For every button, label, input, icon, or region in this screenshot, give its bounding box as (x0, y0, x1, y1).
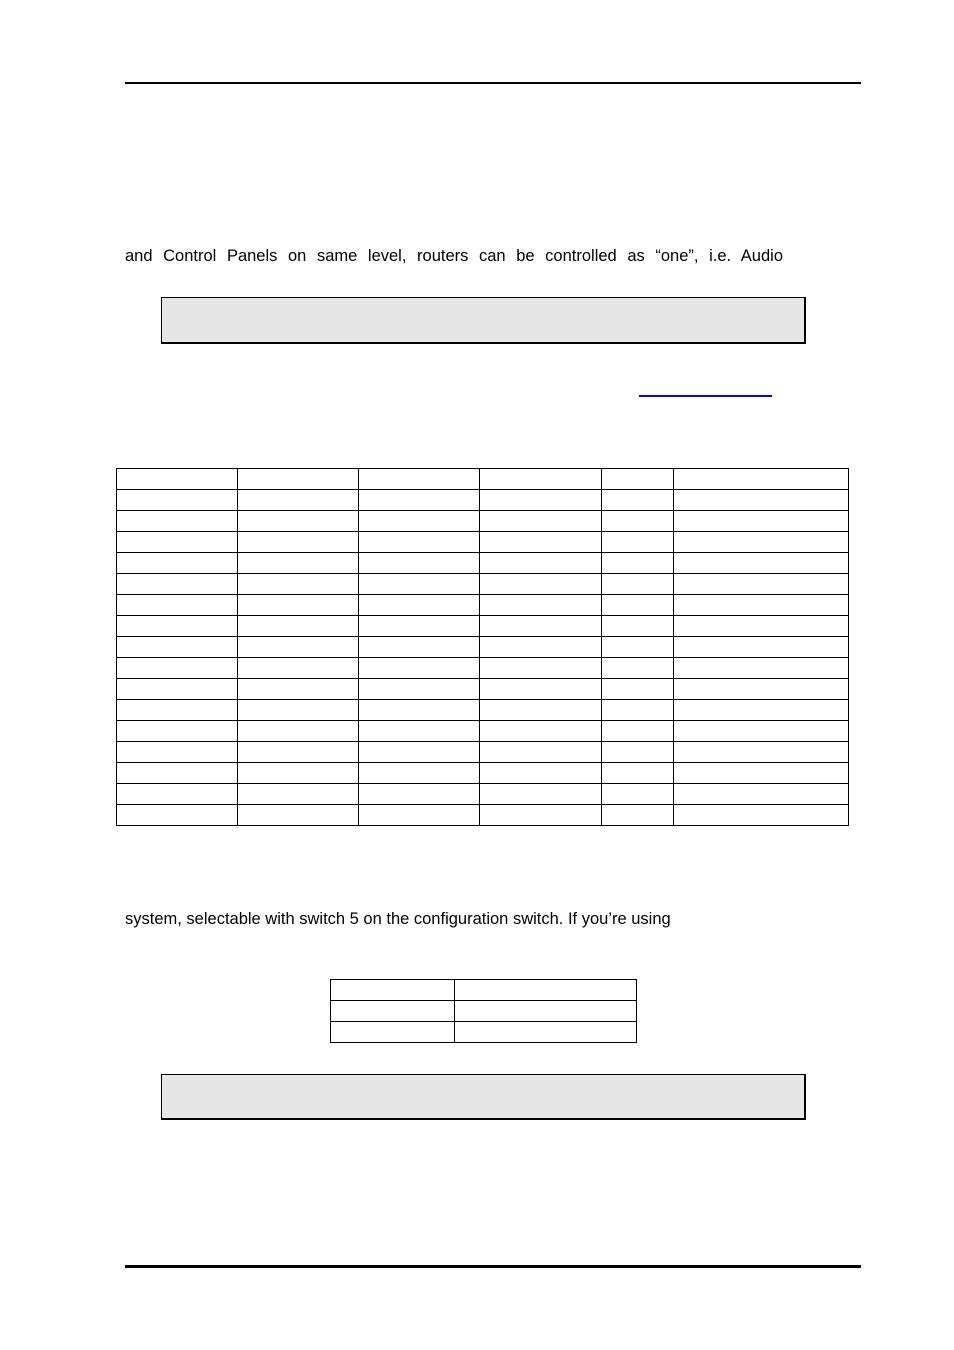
table-cell (674, 595, 849, 616)
switch-table-row (331, 1022, 637, 1043)
note-box-1 (161, 297, 806, 344)
table-cell (602, 490, 674, 511)
table-cell (117, 679, 238, 700)
table-cell (117, 805, 238, 826)
level-table (116, 468, 849, 826)
system-paragraph-line: system, selectable with switch 5 on the configuration switch. If you’re using (125, 910, 671, 928)
table-cell (117, 742, 238, 763)
table-cell (602, 658, 674, 679)
table-cell (117, 721, 238, 742)
table-cell (480, 742, 602, 763)
table-cell (359, 721, 480, 742)
table-cell (238, 658, 359, 679)
level-table-row (117, 490, 849, 511)
table-cell (359, 469, 480, 490)
table-cell (455, 1022, 637, 1043)
level-table-row (117, 616, 849, 637)
table-cell (238, 532, 359, 553)
level-table-row (117, 511, 849, 532)
header-rule (125, 82, 861, 84)
table-cell (602, 637, 674, 658)
table-cell (359, 679, 480, 700)
table-cell (331, 1001, 455, 1022)
level-table-row (117, 553, 849, 574)
level-table-row (117, 763, 849, 784)
table-cell (674, 721, 849, 742)
table-cell (359, 553, 480, 574)
table-cell (674, 511, 849, 532)
level-table-row (117, 595, 849, 616)
table-cell (238, 700, 359, 721)
table-cell (674, 805, 849, 826)
table-cell (674, 658, 849, 679)
table-cell (117, 511, 238, 532)
footer-rule (125, 1265, 861, 1268)
table-cell (331, 980, 455, 1001)
table-cell (117, 553, 238, 574)
table-cell (674, 553, 849, 574)
table-cell (117, 658, 238, 679)
switch-table-row (331, 1001, 637, 1022)
table-cell (602, 742, 674, 763)
level-table-row (117, 637, 849, 658)
table-cell (238, 679, 359, 700)
table-cell (238, 553, 359, 574)
table-cell (480, 658, 602, 679)
table-cell (674, 742, 849, 763)
table-cell (238, 637, 359, 658)
table-cell (480, 784, 602, 805)
table-cell (602, 616, 674, 637)
table-cell (117, 784, 238, 805)
table-cell (359, 595, 480, 616)
switch-table-row (331, 980, 637, 1001)
level-table-row (117, 784, 849, 805)
table-cell (359, 637, 480, 658)
table-cell (674, 490, 849, 511)
table-cell (674, 469, 849, 490)
table-cell (602, 700, 674, 721)
table-cell (602, 763, 674, 784)
level-table-row (117, 658, 849, 679)
table-cell (602, 511, 674, 532)
note-box-2 (161, 1074, 806, 1120)
table-cell (331, 1022, 455, 1043)
table-cell (359, 490, 480, 511)
table-cell (602, 679, 674, 700)
table-cell (117, 469, 238, 490)
table-cell (602, 721, 674, 742)
table-cell (602, 469, 674, 490)
level-table-row (117, 721, 849, 742)
table-cell (117, 700, 238, 721)
table-cell (674, 637, 849, 658)
table-cell (238, 511, 359, 532)
table-cell (480, 553, 602, 574)
table-cell (359, 616, 480, 637)
table-cell (674, 700, 849, 721)
table-cell (117, 616, 238, 637)
table-cell (480, 532, 602, 553)
table-cell (117, 532, 238, 553)
table-cell (359, 532, 480, 553)
table-cell (480, 637, 602, 658)
table-cell (674, 574, 849, 595)
table-cell (238, 742, 359, 763)
table-cell (238, 805, 359, 826)
table-cell (480, 469, 602, 490)
table-cell (480, 805, 602, 826)
table-cell (480, 511, 602, 532)
level-table-row (117, 574, 849, 595)
table-cell (238, 763, 359, 784)
table-cell (674, 784, 849, 805)
table-cell (480, 490, 602, 511)
table-cell (455, 1001, 637, 1022)
level-table-row (117, 700, 849, 721)
table-cell (238, 490, 359, 511)
hyperlink[interactable] (639, 395, 772, 397)
table-cell (238, 784, 359, 805)
table-cell (480, 595, 602, 616)
table-cell (674, 763, 849, 784)
table-cell (117, 595, 238, 616)
table-cell (674, 616, 849, 637)
table-cell (117, 574, 238, 595)
table-cell (117, 490, 238, 511)
switch-table (330, 979, 637, 1043)
table-cell (359, 763, 480, 784)
routers-paragraph-line: and Control Panels on same level, routers can be controlled as “one”, i.e. Audio (125, 247, 783, 265)
table-cell (238, 721, 359, 742)
table-cell (480, 616, 602, 637)
table-cell (359, 658, 480, 679)
table-cell (359, 574, 480, 595)
table-cell (674, 679, 849, 700)
table-cell (602, 595, 674, 616)
level-table-row (117, 805, 849, 826)
level-table-row (117, 532, 849, 553)
table-cell (480, 763, 602, 784)
table-cell (455, 980, 637, 1001)
table-cell (602, 532, 674, 553)
table-cell (359, 511, 480, 532)
table-cell (480, 721, 602, 742)
table-cell (480, 574, 602, 595)
table-cell (359, 805, 480, 826)
table-cell (480, 679, 602, 700)
table-cell (117, 763, 238, 784)
level-table-row (117, 679, 849, 700)
table-cell (238, 595, 359, 616)
level-table-row (117, 469, 849, 490)
table-cell (602, 805, 674, 826)
table-cell (238, 574, 359, 595)
level-table-row (117, 742, 849, 763)
table-cell (674, 532, 849, 553)
table-cell (480, 700, 602, 721)
table-cell (602, 574, 674, 595)
table-cell (359, 742, 480, 763)
table-cell (359, 784, 480, 805)
table-cell (359, 700, 480, 721)
table-cell (238, 616, 359, 637)
table-cell (238, 469, 359, 490)
table-cell (117, 637, 238, 658)
table-cell (602, 553, 674, 574)
table-cell (602, 784, 674, 805)
